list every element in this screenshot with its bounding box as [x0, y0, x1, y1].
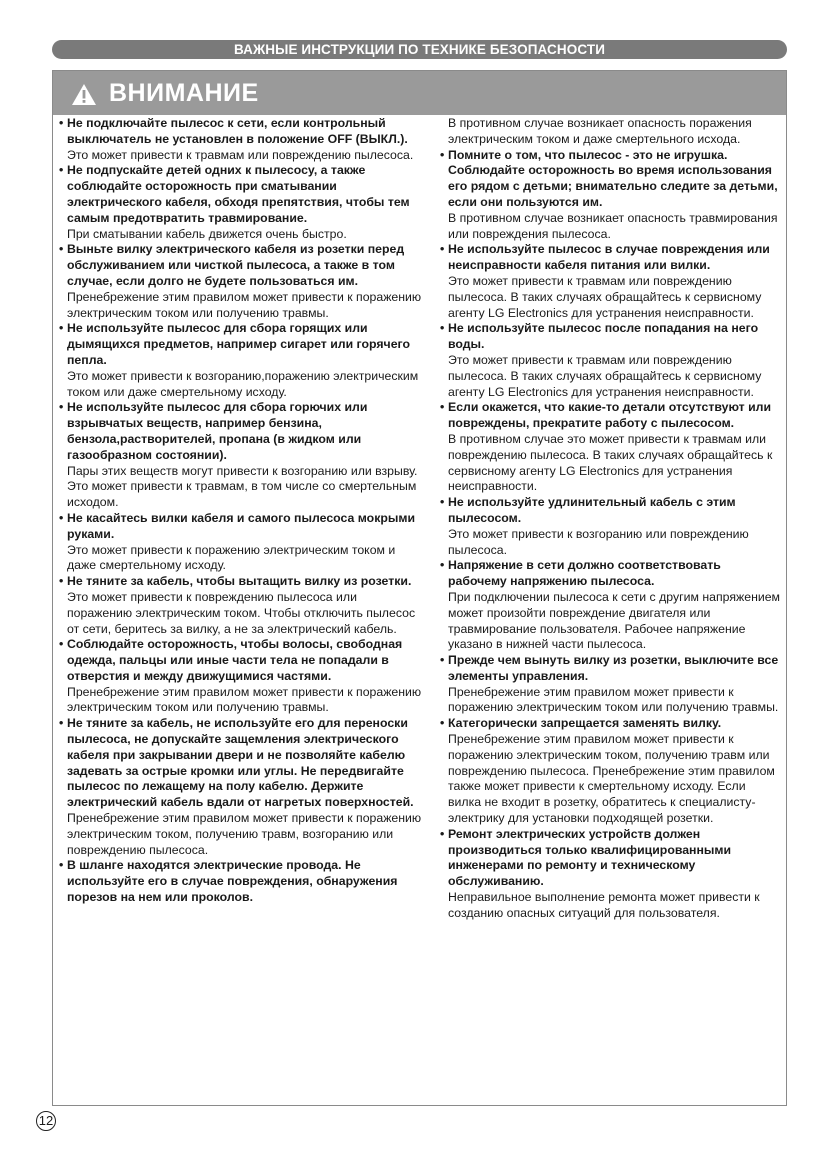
item-heading: • Не подпускайте детей одних к пылесосу, а также соблюдайте осторожность при сматывании электрического кабеля, обходя препятствия, чтобы тем самым предотвратить травмирование. — [67, 163, 410, 225]
item-text: Пренебрежение этим правилом может привести к поражению электрическим током, получению травм или повреждению пылесоса. Пренебрежение этим правилом также может привести к смертельному исходу. Если вилка не входит в розетку, обратитесь к специалисту-электрику для установки подходящей розетки. — [448, 732, 775, 826]
item-heading: • Категорически запрещается заменять вилку. — [448, 716, 722, 731]
item-text: Это может привести к травмам или повреждению пылесоса. В таких случаях обращайтесь к сервисному агенту LG Electronics для устранения неисправности. — [448, 273, 762, 320]
list-item — [59, 116, 423, 163]
item-heading: • Помните о том, что пылесос - это не игрушка. Соблюдайте осторожность во время использования его рядом с детьми; внимательно следите за детьми, если они пользуются им. — [448, 147, 778, 209]
item-text: Это может привести к поражению электрическим током и даже смертельному исходу. — [67, 542, 396, 573]
list-item — [59, 574, 423, 637]
list-item — [440, 321, 782, 400]
item-text: В противном случае возникает опасность травмирования или повреждения пылесоса. — [448, 210, 778, 241]
item-heading: • Не используйте пылесос для сбора горящих или дымящихся предметов, например сигарет или горячего пепла. — [67, 321, 411, 367]
item-text: При сматывании кабель движется очень быстро. — [67, 226, 347, 241]
list-item — [440, 148, 782, 243]
right-column — [440, 116, 782, 922]
item-text: Это может привести к возгоранию,поражению электрическим током или даже смертельному исходу. — [67, 368, 419, 399]
item-text: Неправильное выполнение ремонта может привести к созданию опасных ситуаций для пользователя. — [448, 890, 760, 920]
list-item — [440, 827, 782, 922]
warning-banner — [53, 71, 786, 115]
item-heading: • Прежде чем вынуть вилку из розетки, выключите все элементы управления. — [448, 653, 779, 683]
item-heading: • Не используйте пылесос для сбора горючих или взрывчатых веществ, например бензина, бензола,растворителей, пропана (в жидком или газообразном состоянии). — [67, 400, 368, 462]
item-text: В противном случае это может привести к травмам или повреждению пылесоса. В таких случаях обращайтесь к сервисному агенту LG Electronics для устранения неисправности. — [448, 431, 773, 494]
list-item — [440, 400, 782, 495]
item-heading: • Не используйте пылесос после попадания на него воды. — [448, 321, 759, 352]
left-column — [59, 116, 423, 906]
list-item — [440, 558, 782, 653]
item-heading: • В шланге находятся электрические провода. Не используйте его в случае повреждения, обнаружения порезов на нем или проколов. — [67, 858, 398, 905]
list-item — [59, 511, 423, 574]
item-heading: • Не используйте удлинительный кабель с этим пылесосом. — [448, 495, 736, 525]
list-item — [59, 242, 423, 321]
item-heading: • Не касайтесь вилки кабеля и самого пылесоса мокрыми руками. — [67, 510, 416, 541]
item-heading: • Ремонт электрических устройств должен производиться только квалифицированными инженерами по ремонту и техническому обслуживанию. — [448, 826, 732, 889]
item-heading: • Не тяните за кабель, чтобы вытащить вилку из розетки. — [67, 574, 412, 589]
item-heading: • Не тяните за кабель, не используйте его для переноски пылесоса, не допускайте защемления электрического кабеля при закрывании двери и не позволяйте кабелю задевать за острые кромки или углы. Не передвигайте пылесос по лежащему на полу кабелю. Держите электрический кабель вдали от нагретых поверхностей. — [67, 716, 414, 810]
warning-triangle-icon — [71, 83, 97, 106]
list-item — [59, 321, 423, 400]
item-heading: • Не подключайте пылесос к сети, если контрольный выключатель не установлен в положение OFF (ВЫКЛ.). — [67, 116, 408, 146]
item-heading: • Если окажется, что какие-то детали отсутствуют или повреждены, прекратите работу с пылесосом. — [448, 400, 772, 431]
item-text: Пары этих веществ могут привести к возгоранию или взрыву. Это может привести к травмам, в том числе со смертельным исходом. — [67, 463, 418, 510]
item-text: Пренебрежение этим правилом может привести к поражению электрическим током или получению травмы. — [448, 684, 779, 715]
list-item — [59, 716, 423, 858]
continuation-text: В противном случае возникает опасность поражения электрическим током и даже смертельного исхода. — [448, 116, 752, 146]
list-item — [440, 242, 782, 321]
item-heading: • Выньте вилку электрического кабеля из розетки перед обслуживанием или чисткой пылесоса, а также в том случае, если долго не будете пользоваться им. — [67, 242, 405, 288]
item-heading: • Не используйте пылесос в случае повреждения или неисправности кабеля питания или вилки. — [448, 242, 770, 273]
list-item — [440, 653, 782, 716]
item-heading: • Напряжение в сети должно соответствовать рабочему напряжению пылесоса. — [448, 558, 721, 589]
item-text: Это может привести к повреждению пылесоса или поражению электрическим током. Чтобы отключить пылесос от сети, беритесь за вилку, а не за электрический кабель. — [67, 589, 416, 636]
list-item — [59, 637, 423, 716]
item-text: Пренебрежение этим правилом может привести к поражению электрическим током или получению травмы. — [67, 289, 422, 320]
list-item — [59, 163, 423, 242]
list-item — [440, 495, 782, 558]
item-text: Это может привести к травмам или повреждению пылесоса. В таких случаях обращайтесь к сервисному агенту LG Electronics для устранения неисправности. — [448, 352, 762, 399]
list-item — [440, 716, 782, 827]
warning-frame — [52, 70, 787, 1106]
section-header: ВАЖНЫЕ ИНСТРУКЦИИ ПО ТЕХНИКЕ БЕЗОПАСНОСТИ — [52, 40, 787, 59]
item-text: Это может привести к возгоранию или повреждению пылесоса. — [448, 526, 749, 557]
list-item — [59, 400, 423, 511]
warning-title: ВНИМАНИЕ — [109, 79, 259, 107]
page-number: 12 — [36, 1111, 56, 1131]
item-text: Это может привести к травмам или повреждению пылесоса. — [67, 147, 414, 162]
item-text: Пренебрежение этим правилом может привести к поражению электрическим током или получению травмы. — [67, 684, 422, 715]
item-text: При подключении пылесоса к сети с другим напряжением может произойти повреждение двигателя или травмирование пользователя. Рабочее напряжение указано в нижней части пылесоса. — [448, 589, 781, 652]
list-item — [59, 858, 423, 905]
item-text: Пренебрежение этим правилом может привести к поражению электрическим током, получению травм, возгоранию или повреждению пылесоса. — [67, 811, 422, 857]
item-heading: • Соблюдайте осторожность, чтобы волосы, свободная одежда, пальцы или иные части тела не попадали в отверстия и между движущимися частями. — [67, 637, 403, 683]
